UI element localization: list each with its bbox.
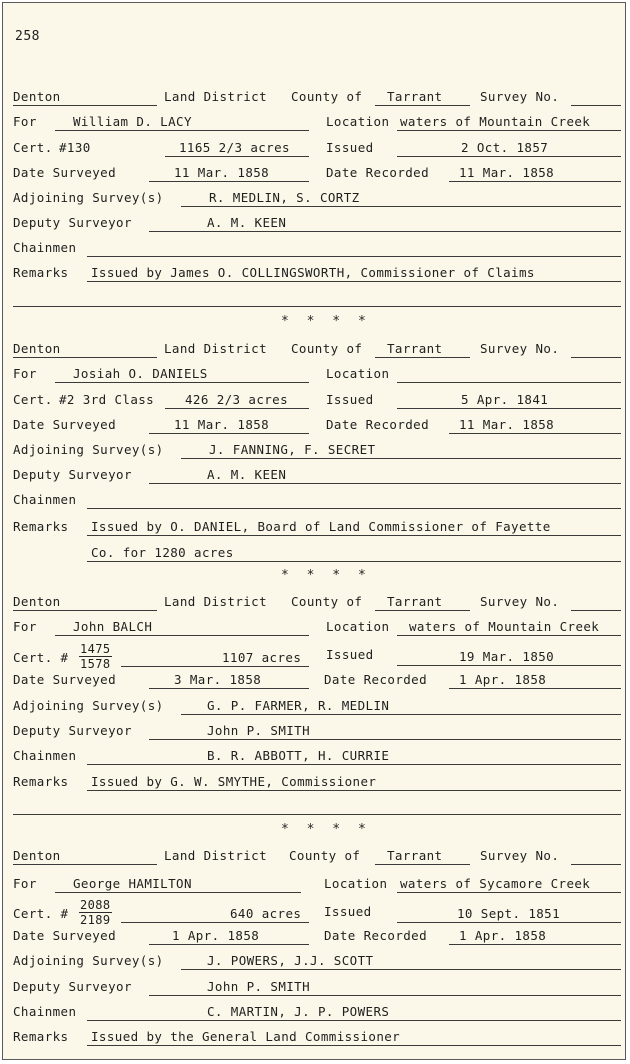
acres-value: 1107 acres xyxy=(222,650,302,665)
record-separator: * * * * xyxy=(281,822,371,837)
issued-label: Issued xyxy=(324,904,372,919)
chainmen-label: Chainmen xyxy=(13,492,77,507)
location-label: Location xyxy=(326,366,390,381)
adjoining-value: R. MEDLIN, S. CORTZ xyxy=(209,190,360,205)
adjoining-value: J. FANNING, F. SECRET xyxy=(209,442,376,457)
survey-no-label: Survey No. xyxy=(480,89,560,104)
remarks-label: Remarks xyxy=(13,774,69,789)
survey-no-label: Survey No. xyxy=(480,341,560,356)
date-surveyed-value: 1 Apr. 1858 xyxy=(172,928,260,943)
chainmen-label: Chainmen xyxy=(13,240,77,255)
issued-value: 2 Oct. 1857 xyxy=(461,140,549,155)
for-label: For xyxy=(13,366,37,381)
remarks-value: Issued by O. DANIEL, Board of Land Commissioner of Fayette xyxy=(91,519,551,534)
remarks-value: Issued by the General Land Commissioner xyxy=(91,1029,401,1044)
survey-record xyxy=(3,341,626,571)
for-label: For xyxy=(13,114,37,129)
chainmen-value: B. R. ABBOTT, H. CURRIE xyxy=(207,748,390,763)
deputy-label: Deputy Surveyor xyxy=(13,723,132,738)
county-value: Tarrant xyxy=(387,594,443,609)
for-value: George HAMILTON xyxy=(73,876,192,891)
date-recorded-label: Date Recorded xyxy=(326,165,430,180)
date-recorded-value: 11 Mar. 1858 xyxy=(459,165,555,180)
cert-label: Cert. xyxy=(13,392,53,407)
chainmen-label: Chainmen xyxy=(13,748,77,763)
page-number: 258 xyxy=(15,29,40,44)
deputy-value: A. M. KEEN xyxy=(207,215,287,230)
for-value: John BALCH xyxy=(73,619,153,634)
remarks-continued: Co. for 1280 acres xyxy=(91,545,234,560)
record-separator: * * * * xyxy=(281,568,371,583)
district-value: Denton xyxy=(13,848,61,863)
date-recorded-label: Date Recorded xyxy=(326,417,430,432)
remarks-label: Remarks xyxy=(13,265,69,280)
cert-numerator: 1475 xyxy=(80,642,111,656)
date-surveyed-label: Date Surveyed xyxy=(13,417,117,432)
remarks-value: Issued by James O. COLLINGSWORTH, Commissioner of Claims xyxy=(91,265,535,280)
date-surveyed-label: Date Surveyed xyxy=(13,672,117,687)
issued-value: 19 Mar. 1850 xyxy=(459,649,555,664)
date-surveyed-label: Date Surveyed xyxy=(13,928,117,943)
issued-label: Issued xyxy=(326,140,374,155)
land-district-label: Land District xyxy=(164,89,268,104)
adjoining-value: G. P. FARMER, R. MEDLIN xyxy=(207,698,390,713)
remarks-value: Issued by G. W. SMYTHE, Commissioner xyxy=(91,774,377,789)
adjoining-label: Adjoining Survey(s) xyxy=(13,442,164,457)
date-recorded-value: 11 Mar. 1858 xyxy=(459,417,555,432)
cert-label: Cert. # xyxy=(13,650,69,665)
deputy-label: Deputy Surveyor xyxy=(13,215,132,230)
survey-record xyxy=(3,594,626,824)
location-label: Location xyxy=(326,114,390,129)
deputy-value: John P. SMITH xyxy=(207,979,311,994)
survey-record xyxy=(3,89,626,319)
record-separator: * * * * xyxy=(281,314,371,329)
cert-value: #130 xyxy=(59,140,91,155)
cert-value: #2 3rd Class xyxy=(59,392,155,407)
date-recorded-value: 1 Apr. 1858 xyxy=(459,928,547,943)
chainmen-label: Chainmen xyxy=(13,1004,77,1019)
location-value: waters of Mountain Creek xyxy=(400,114,591,129)
deputy-label: Deputy Surveyor xyxy=(13,979,132,994)
chainmen-value: C. MARTIN, J. P. POWERS xyxy=(207,1004,390,1019)
adjoining-label: Adjoining Survey(s) xyxy=(13,698,164,713)
date-recorded-value: 1 Apr. 1858 xyxy=(459,672,547,687)
survey-record xyxy=(3,848,626,1060)
remarks-label: Remarks xyxy=(13,519,69,534)
location-label: Location xyxy=(324,876,388,891)
cert-denominator: 2189 xyxy=(80,913,111,927)
issued-value: 5 Apr. 1841 xyxy=(461,392,549,407)
district-value: Denton xyxy=(13,341,61,356)
for-label: For xyxy=(13,876,37,891)
adjoining-label: Adjoining Survey(s) xyxy=(13,190,164,205)
date-recorded-label: Date Recorded xyxy=(324,672,428,687)
land-district-label: Land District xyxy=(164,341,268,356)
district-value: Denton xyxy=(13,89,61,104)
issued-label: Issued xyxy=(326,647,374,662)
for-label: For xyxy=(13,619,37,634)
for-value: William D. LACY xyxy=(73,114,192,129)
cert-label: Cert. # xyxy=(13,906,69,921)
cert-fraction xyxy=(79,642,112,671)
for-value: Josiah O. DANIELS xyxy=(73,366,208,381)
location-value: waters of Sycamore Creek xyxy=(400,876,591,891)
issued-label: Issued xyxy=(326,392,374,407)
location-label: Location xyxy=(326,619,390,634)
adjoining-value: J. POWERS, J.J. SCOTT xyxy=(207,953,374,968)
survey-no-label: Survey No. xyxy=(480,848,560,863)
county-value: Tarrant xyxy=(387,848,443,863)
county-of-label: County of xyxy=(291,594,363,609)
date-surveyed-value: 11 Mar. 1858 xyxy=(174,417,270,432)
cert-fraction xyxy=(79,898,112,927)
cert-label: Cert. xyxy=(13,140,53,155)
adjoining-label: Adjoining Survey(s) xyxy=(13,953,164,968)
acres-value: 640 acres xyxy=(230,906,302,921)
cert-numerator: 2088 xyxy=(80,898,111,912)
acres-value: 1165 2/3 acres xyxy=(179,140,290,155)
date-surveyed-label: Date Surveyed xyxy=(13,165,117,180)
county-value: Tarrant xyxy=(387,89,443,104)
survey-no-label: Survey No. xyxy=(480,594,560,609)
land-district-label: Land District xyxy=(164,594,268,609)
deputy-value: A. M. KEEN xyxy=(207,467,287,482)
date-recorded-label: Date Recorded xyxy=(324,928,428,943)
county-of-label: County of xyxy=(291,341,363,356)
county-of-label: County of xyxy=(291,89,363,104)
acres-value: 426 2/3 acres xyxy=(185,392,289,407)
cert-denominator: 1578 xyxy=(80,657,111,671)
issued-value: 10 Sept. 1851 xyxy=(457,906,561,921)
county-value: Tarrant xyxy=(387,341,443,356)
land-district-label: Land District xyxy=(164,848,268,863)
location-value: waters of Mountain Creek xyxy=(409,619,600,634)
district-value: Denton xyxy=(13,594,61,609)
document-page xyxy=(2,2,626,1060)
date-surveyed-value: 11 Mar. 1858 xyxy=(174,165,270,180)
date-surveyed-value: 3 Mar. 1858 xyxy=(174,672,262,687)
deputy-value: John P. SMITH xyxy=(207,723,311,738)
remarks-label: Remarks xyxy=(13,1029,69,1044)
county-of-label: County of xyxy=(289,848,361,863)
deputy-label: Deputy Surveyor xyxy=(13,467,132,482)
